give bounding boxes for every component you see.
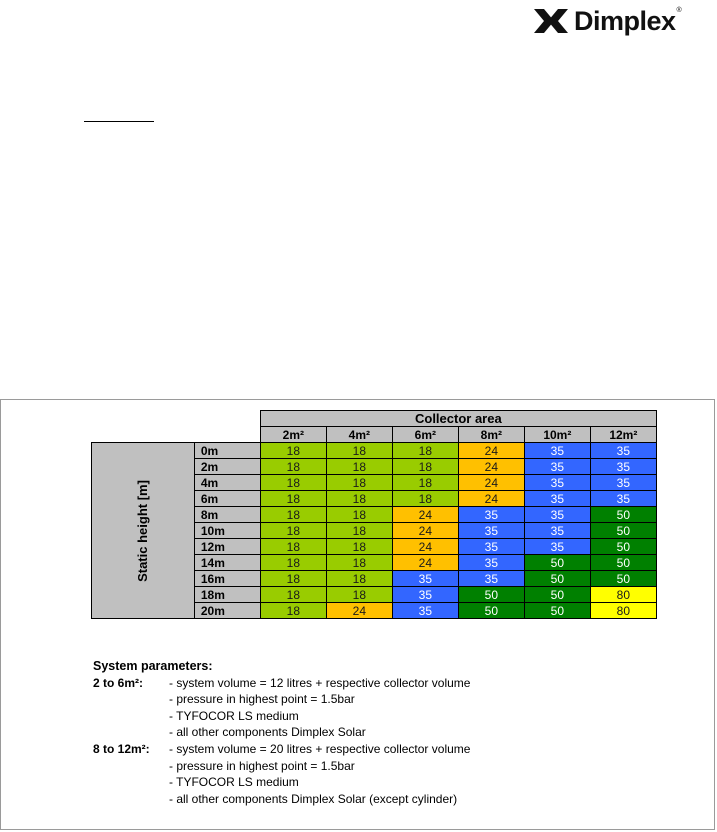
corner-blank	[92, 411, 261, 427]
vessel-size-cell: 18	[260, 571, 326, 587]
param-indent	[93, 724, 169, 741]
vessel-size-cell: 35	[458, 523, 524, 539]
vessel-size-cell: 24	[458, 491, 524, 507]
params-title: System parameters:	[93, 659, 213, 673]
vessel-size-cell: 18	[326, 459, 392, 475]
param-line	[93, 675, 470, 692]
vessel-size-cell: 50	[590, 539, 656, 555]
vessel-size-cell: 18	[260, 603, 326, 619]
param-line	[93, 741, 470, 758]
column-header: 10m²	[524, 427, 590, 443]
vessel-size-cell: 18	[260, 459, 326, 475]
vessel-size-cell: 18	[392, 475, 458, 491]
vessel-size-cell: 35	[392, 603, 458, 619]
column-header: 6m²	[392, 427, 458, 443]
vessel-size-cell: 50	[524, 603, 590, 619]
vessel-size-cell: 18	[326, 491, 392, 507]
param-line	[93, 724, 470, 741]
vessel-size-cell: 50	[524, 571, 590, 587]
vessel-size-cell: 18	[326, 571, 392, 587]
vessel-size-cell: 35	[590, 443, 656, 459]
logo-registered-mark: ®	[676, 7, 682, 14]
vessel-size-cell: 18	[392, 443, 458, 459]
vessel-size-cell: 18	[260, 491, 326, 507]
vessel-size-cell: 50	[458, 603, 524, 619]
param-group-label: 8 to 12m²:	[93, 741, 150, 756]
param-group-label: 2 to 6m²:	[93, 675, 144, 690]
vessel-size-cell: 18	[326, 523, 392, 539]
param-indent	[93, 708, 169, 725]
param-line	[93, 758, 470, 775]
vessel-size-cell: 50	[590, 507, 656, 523]
static-height-cell: 0m	[194, 443, 260, 459]
vessel-size-cell: 24	[392, 539, 458, 555]
vessel-size-cell: 24	[326, 603, 392, 619]
param-line	[93, 791, 470, 808]
vessel-size-cell: 35	[458, 507, 524, 523]
vessel-size-cell: 35	[590, 491, 656, 507]
static-height-cell: 4m	[194, 475, 260, 491]
vessel-size-cell: 50	[590, 571, 656, 587]
vessel-size-cell: 80	[590, 603, 656, 619]
static-height-cell: 18m	[194, 587, 260, 603]
param-text: - system volume = 20 litres + respective collector volume	[169, 741, 471, 756]
underline-rule	[84, 121, 154, 122]
static-height-label-text: Static height [m]	[134, 479, 150, 582]
vessel-size-cell: 24	[458, 459, 524, 475]
vessel-size-cell: 35	[524, 459, 590, 475]
vessel-size-cell: 18	[260, 587, 326, 603]
logo-brand-text: Dimplex	[574, 5, 676, 36]
param-line	[93, 691, 470, 708]
vessel-size-cell: 35	[524, 523, 590, 539]
static-height-cell: 8m	[194, 507, 260, 523]
vessel-size-cell: 50	[590, 555, 656, 571]
vessel-size-cell: 24	[458, 443, 524, 459]
static-height-cell: 2m	[194, 459, 260, 475]
vessel-size-cell: 35	[524, 475, 590, 491]
param-line	[93, 708, 470, 725]
vessel-size-cell: 50	[458, 587, 524, 603]
static-height-cell: 10m	[194, 523, 260, 539]
static-height-axis-label	[92, 443, 195, 619]
table-row	[92, 443, 657, 459]
vessel-size-cell: 18	[326, 507, 392, 523]
param-indent	[93, 758, 169, 775]
vessel-size-cell: 18	[260, 507, 326, 523]
vessel-size-cell: 18	[326, 539, 392, 555]
static-height-cell: 12m	[194, 539, 260, 555]
static-height-cell: 6m	[194, 491, 260, 507]
vessel-size-cell: 35	[524, 507, 590, 523]
vessel-size-cell: 18	[260, 475, 326, 491]
static-height-cell: 16m	[194, 571, 260, 587]
vessel-size-cell: 35	[590, 475, 656, 491]
vessel-size-cell: 18	[260, 555, 326, 571]
vessel-size-cell: 35	[458, 555, 524, 571]
param-text: - all other components Dimplex Solar	[169, 725, 366, 740]
vessel-size-cell: 18	[326, 443, 392, 459]
vessel-size-cell: 35	[392, 571, 458, 587]
vessel-size-cell: 24	[458, 475, 524, 491]
param-indent	[93, 691, 169, 708]
vessel-size-cell: 24	[392, 523, 458, 539]
param-indent	[93, 791, 169, 808]
vessel-size-cell: 18	[326, 555, 392, 571]
static-height-cell: 20m	[194, 603, 260, 619]
vessel-size-cell: 80	[590, 587, 656, 603]
column-header: 4m²	[326, 427, 392, 443]
vessel-size-cell: 35	[392, 587, 458, 603]
vessel-size-cell: 35	[524, 491, 590, 507]
param-line	[93, 774, 470, 791]
vessel-size-cell: 18	[326, 587, 392, 603]
corner-blank	[92, 427, 261, 443]
column-header: 12m²	[590, 427, 656, 443]
param-text: - pressure in highest point = 1.5bar	[169, 758, 355, 773]
param-text: - pressure in highest point = 1.5bar	[169, 692, 355, 707]
vessel-size-cell: 35	[458, 571, 524, 587]
vessel-size-cell: 50	[524, 587, 590, 603]
param-text: - TYFOCOR LS medium	[169, 708, 299, 723]
vessel-size-cell: 50	[524, 555, 590, 571]
vessel-size-cell: 18	[260, 443, 326, 459]
vessel-size-cell: 24	[392, 555, 458, 571]
vessel-size-cell: 18	[260, 539, 326, 555]
param-text: - all other components Dimplex Solar (except cylinder)	[169, 791, 458, 806]
dimplex-logo	[530, 3, 682, 39]
param-text: - TYFOCOR LS medium	[169, 775, 299, 790]
collector-area-header: Collector area	[260, 411, 656, 427]
dimplex-mark-icon	[530, 5, 572, 37]
system-parameters	[93, 658, 470, 807]
expansion-vessel-table	[91, 410, 657, 619]
vessel-size-cell: 35	[524, 539, 590, 555]
column-header: 2m²	[260, 427, 326, 443]
vessel-size-cell: 18	[260, 523, 326, 539]
param-text: - system volume = 12 litres + respective collector volume	[169, 675, 471, 690]
vessel-size-cell: 24	[392, 507, 458, 523]
column-header: 8m²	[458, 427, 524, 443]
vessel-size-cell: 35	[590, 459, 656, 475]
vessel-size-cell: 18	[392, 459, 458, 475]
vessel-size-cell: 35	[524, 443, 590, 459]
vessel-size-cell: 35	[458, 539, 524, 555]
vessel-size-cell: 18	[326, 475, 392, 491]
vessel-size-cell: 18	[392, 491, 458, 507]
param-indent	[93, 774, 169, 791]
static-height-cell: 14m	[194, 555, 260, 571]
vessel-size-cell: 50	[590, 523, 656, 539]
